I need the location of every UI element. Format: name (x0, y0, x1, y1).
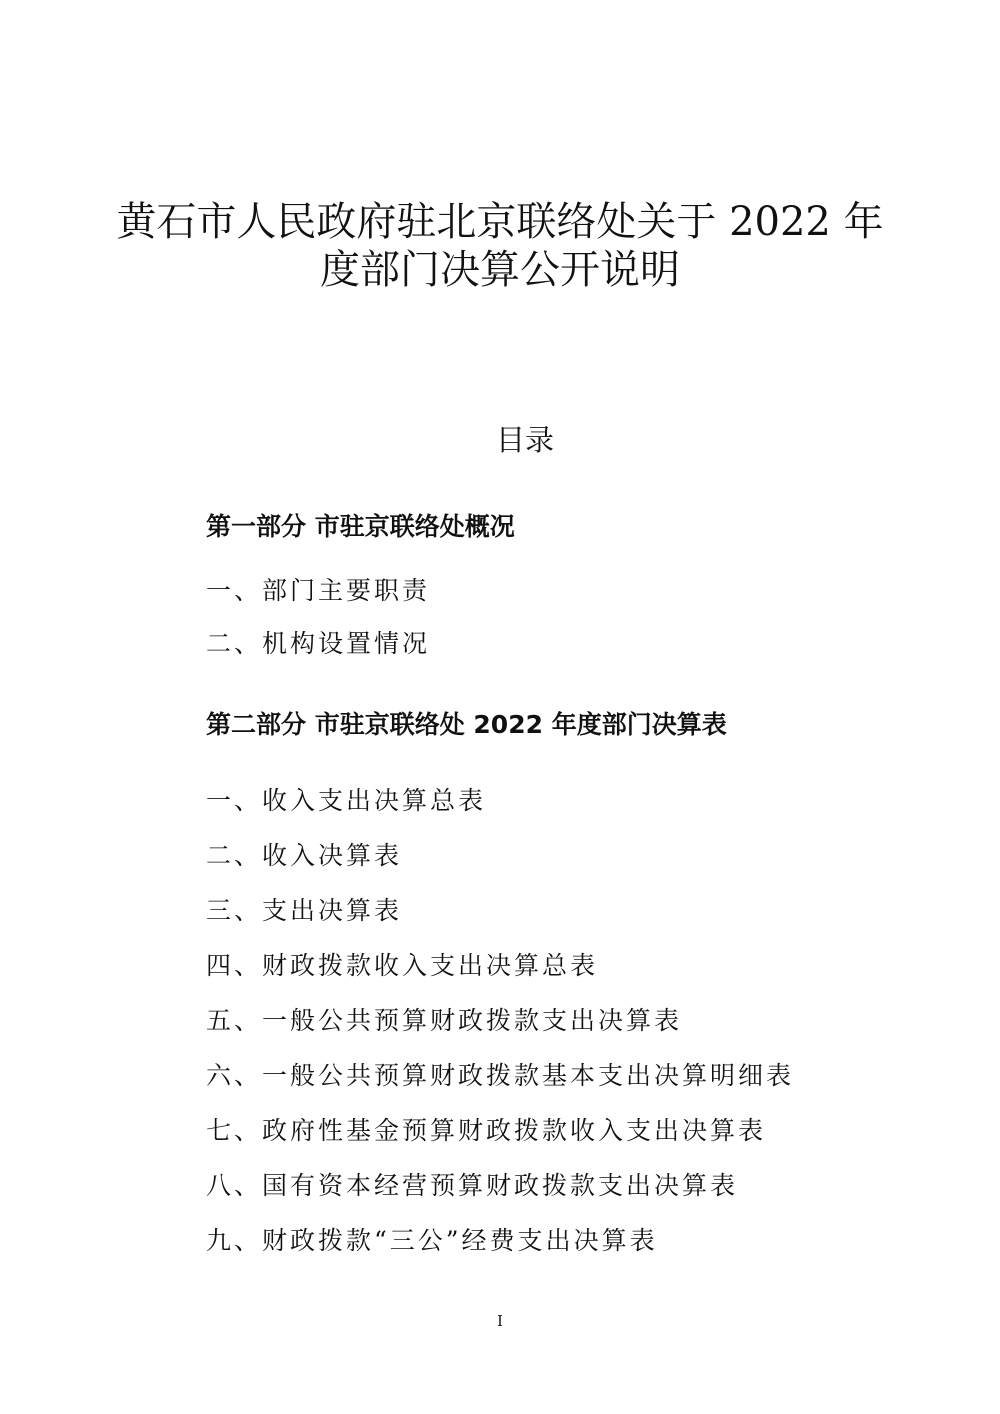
toc-heading: 目录 (495, 423, 554, 457)
toc-item: 七、政府性基金预算财政拨款收入支出决算表 (206, 1116, 767, 1145)
toc-item: 九、财政拨款“三公”经费支出决算表 (206, 1226, 658, 1255)
toc-item: 二、机构设置情况 (206, 629, 431, 658)
page-number: I (497, 1312, 503, 1330)
document-title-line-2: 度部门决算公开说明 (320, 247, 680, 293)
toc-item: 一、部门主要职责 (206, 576, 431, 605)
document-title-line-1: 黄石市人民政府驻北京联络处关于 2022 年 (116, 199, 884, 245)
toc-part-2-heading: 第二部分 市驻京联络处 2022 年度部门决算表 (206, 710, 727, 739)
toc-item: 三、支出决算表 (206, 896, 403, 925)
toc-item: 四、财政拨款收入支出决算总表 (206, 951, 599, 980)
toc-part-1-heading: 第一部分 市驻京联络处概况 (206, 512, 515, 541)
toc-item: 五、一般公共预算财政拨款支出决算表 (206, 1006, 683, 1035)
toc-item: 一、收入支出决算总表 (206, 786, 487, 815)
toc-item: 八、国有资本经营预算财政拨款支出决算表 (206, 1171, 739, 1200)
toc-item: 六、一般公共预算财政拨款基本支出决算明细表 (206, 1061, 795, 1090)
toc-item: 二、收入决算表 (206, 841, 403, 870)
